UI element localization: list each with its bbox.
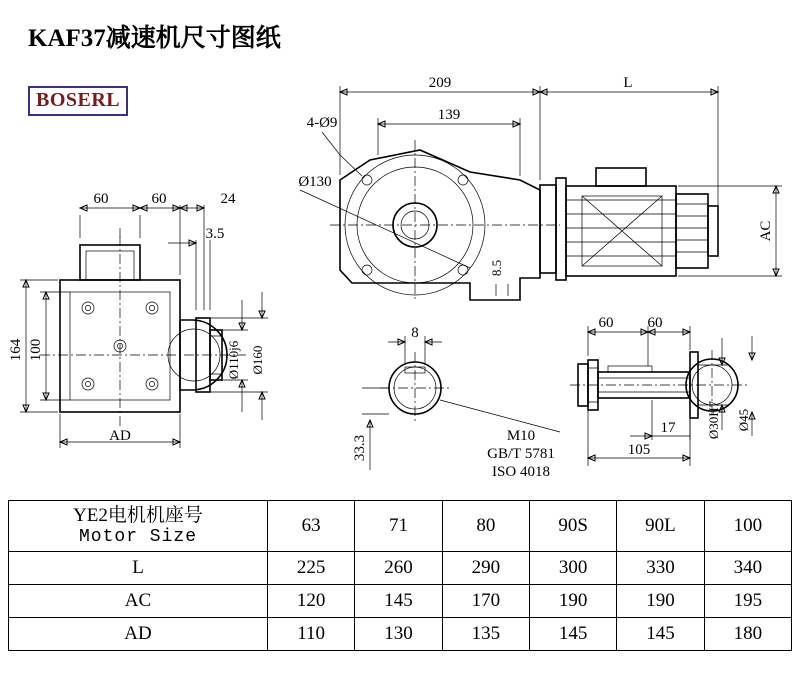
table-cell: 145: [617, 618, 704, 651]
table-cell: 195: [704, 585, 791, 618]
table-row-label: AC: [9, 585, 268, 618]
brand-logo-text: BOSERL: [36, 89, 121, 111]
dim-105: 105: [627, 442, 651, 458]
dim-4xO9: 4-Ø9: [306, 115, 338, 131]
table-cell: 135: [442, 618, 529, 651]
table-cell: 190: [617, 585, 704, 618]
dim-8: 8: [411, 325, 419, 341]
table-row: [9, 552, 792, 585]
table-cell: 145: [529, 618, 616, 651]
dim-60-right1: 60: [598, 315, 614, 331]
label-ISO4018: ISO 4018: [492, 464, 550, 480]
table-row-label: L: [9, 552, 268, 585]
table-cell: 170: [442, 585, 529, 618]
dim-17: 17: [660, 420, 676, 436]
dim-60-right2: 60: [647, 315, 663, 331]
header-label-en: Motor Size: [78, 526, 198, 547]
table-cell: 340: [704, 552, 791, 585]
dim-139: 139: [437, 107, 461, 123]
dim-3-5: 3.5: [205, 226, 225, 242]
dim-L: L: [623, 75, 633, 91]
table-cell: 145: [355, 585, 442, 618]
dim-100: 100: [28, 338, 44, 362]
dim-AD: AD: [109, 428, 131, 444]
table-cell: 300: [529, 552, 616, 585]
shaft-end-view: [352, 325, 560, 480]
dim-O45: Ø45: [736, 408, 751, 432]
table-cell: 130: [355, 618, 442, 651]
dim-8-5: 8.5: [489, 259, 504, 277]
specification-table: [8, 500, 792, 651]
dim-AC: AC: [758, 220, 774, 242]
page-title: KAF37减速机尺寸图纸: [28, 25, 281, 52]
label-GBT5781: GB/T 5781: [487, 446, 555, 462]
header-label-cn: YE2电机机座号: [73, 504, 203, 526]
dim-O30H7: Ø30H7: [706, 400, 721, 440]
table-cell: 120: [268, 585, 355, 618]
table-row: [9, 585, 792, 618]
table-cell: 100: [704, 501, 791, 552]
table-row: [9, 618, 792, 651]
left-view: [8, 191, 268, 448]
label-M10: M10: [506, 428, 536, 444]
dim-209: 209: [428, 75, 452, 91]
table-cell: 90L: [617, 501, 704, 552]
table-cell: 110: [268, 618, 355, 651]
table-cell: 180: [704, 618, 791, 651]
table-cell: 71: [355, 501, 442, 552]
table-cell: 63: [268, 501, 355, 552]
main-view: [298, 75, 782, 300]
table-cell: 90S: [529, 501, 616, 552]
table-cell: 225: [268, 552, 355, 585]
dim-24: 24: [220, 191, 236, 207]
table-cell: 330: [617, 552, 704, 585]
dim-O160: Ø160: [250, 345, 265, 375]
table-row-label: AD: [9, 618, 268, 651]
table-header-label: [9, 501, 268, 552]
shaft-view: [570, 315, 755, 466]
table-cell: 80: [442, 501, 529, 552]
table-cell: 190: [529, 585, 616, 618]
dim-O110j6: Ø110j6: [226, 340, 241, 380]
table-row: [9, 501, 792, 552]
dim-33-3: 33.3: [352, 434, 368, 462]
table-cell: 290: [442, 552, 529, 585]
dim-60-left: 60: [93, 191, 109, 207]
table-cell: 260: [355, 552, 442, 585]
dim-60-left2: 60: [151, 191, 167, 207]
dim-O130: Ø130: [298, 174, 332, 190]
dim-164: 164: [8, 338, 24, 362]
